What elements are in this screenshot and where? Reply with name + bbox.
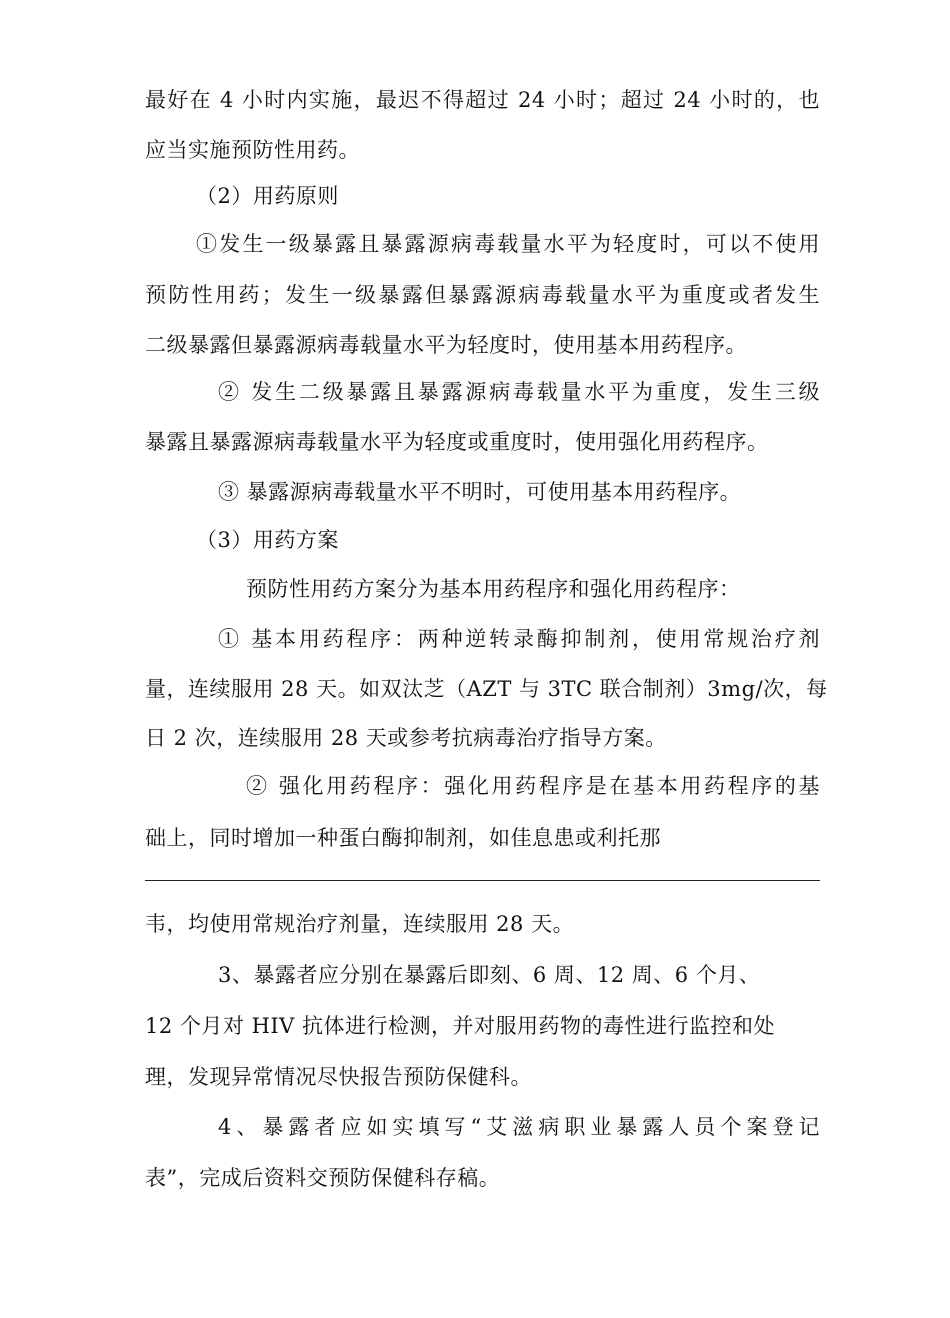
- paragraph-line: 表”，完成后资料交预防保健科存稿。: [145, 1166, 501, 1190]
- paragraph-line: 12 个月对 HIV 抗体进行检测，并对服用药物的毒性进行监控和处: [145, 1014, 776, 1038]
- paragraph-line: 4、暴露者应如实填写“艾滋病职业暴露人员个案登记: [218, 1115, 820, 1139]
- paragraph-line: 应当实施预防性用药。: [145, 138, 360, 162]
- paragraph-line: 量，连续服用 28 天。如双汰芝（AZT 与 3TC 联合制剂）3mg/次，每: [145, 677, 828, 701]
- paragraph-line: 暴露且暴露源病毒载量水平为轻度或重度时，使用强化用药程序。: [145, 430, 769, 454]
- paragraph-line: 日 2 次，连续服用 28 天或参考抗病毒治疗指导方案。: [145, 726, 667, 750]
- paragraph-line: 预防性用药方案分为基本用药程序和强化用药程序：: [246, 577, 741, 601]
- paragraph-line: 预防性用药；发生一级暴露但暴露源病毒载量水平为重度或者发生: [145, 283, 820, 307]
- paragraph-line: ① 基本用药程序：两种逆转录酶抑制剂，使用常规治疗剂: [218, 627, 820, 651]
- paragraph-line: ①发生一级暴露且暴露源病毒载量水平为轻度时，可以不使用: [196, 232, 820, 256]
- paragraph-line: 最好在 4 小时内实施，最迟不得超过 24 小时；超过 24 小时的，也: [145, 88, 820, 112]
- section-heading: （3）用药方案: [196, 528, 339, 552]
- paragraph-line: 韦，均使用常规治疗剂量，连续服用 28 天。: [145, 912, 575, 936]
- paragraph-line: 础上，同时增加一种蛋白酶抑制剂，如佳息患或利托那: [145, 826, 661, 850]
- paragraph-line: 理，发现异常情况尽快报告预防保健科。: [145, 1065, 532, 1089]
- paragraph-line: ② 强化用药程序：强化用药程序是在基本用药程序的基: [246, 774, 820, 798]
- section-heading: （2）用药原则: [196, 184, 339, 208]
- paragraph-line: ② 发生二级暴露且暴露源病毒载量水平为重度，发生三级: [218, 380, 820, 404]
- page-break-rule: [145, 880, 820, 881]
- paragraph-line: 3、暴露者应分别在暴露后即刻、6 周、12 周、6 个月、: [218, 963, 761, 987]
- paragraph-line: 二级暴露但暴露源病毒载量水平为轻度时，使用基本用药程序。: [145, 333, 747, 357]
- paragraph-line: ③ 暴露源病毒载量水平不明时，可使用基本用药程序。: [218, 480, 742, 504]
